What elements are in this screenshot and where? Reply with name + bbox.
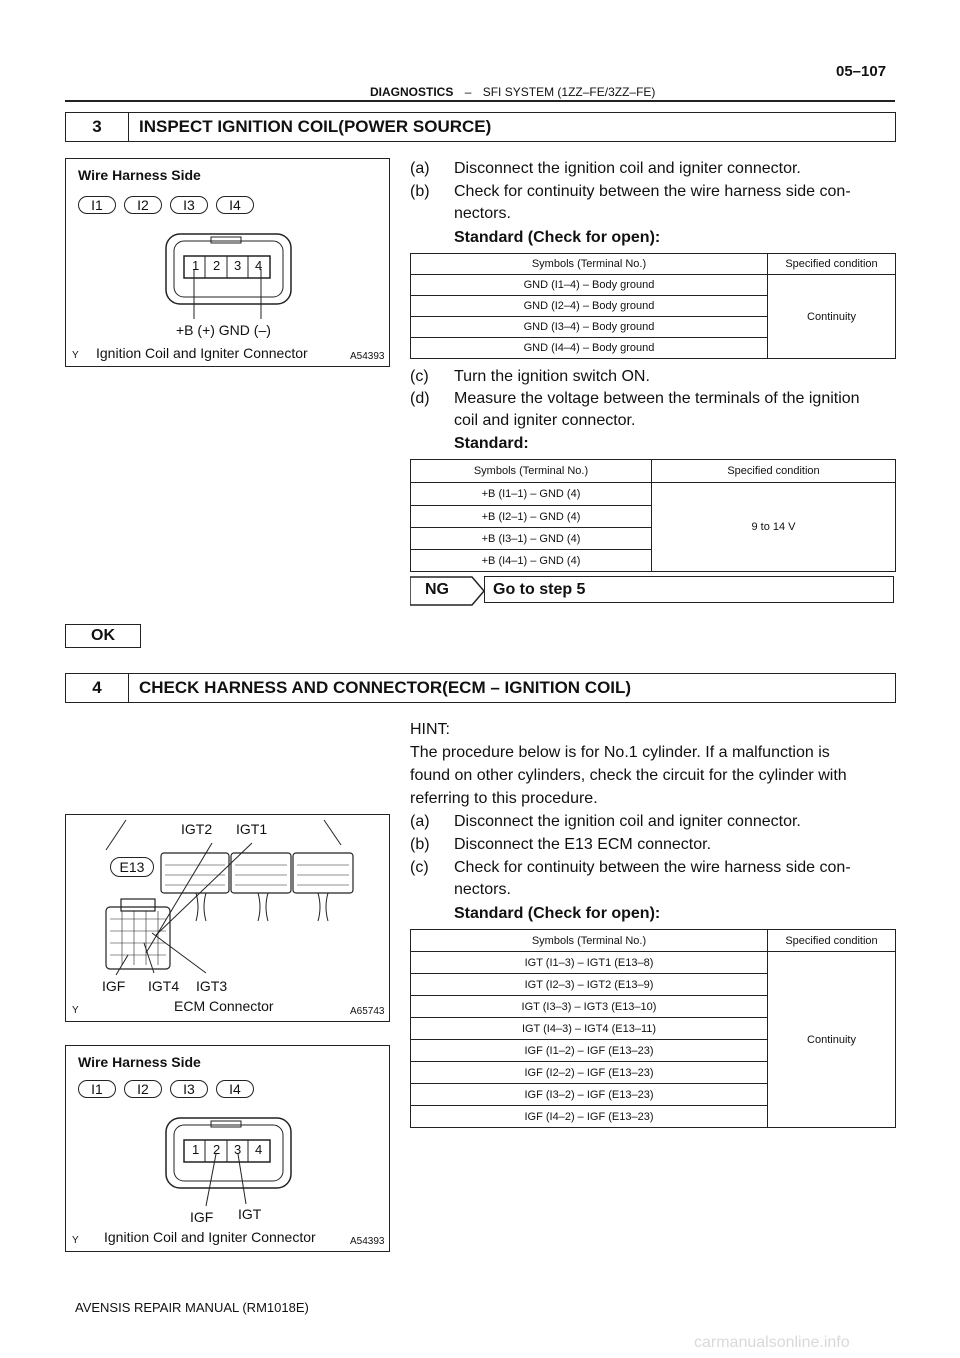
connector-tag-i1: I1 xyxy=(78,1080,116,1098)
table-3-header-symbols: Symbols (Terminal No.) xyxy=(411,930,768,952)
terminal-1: 1 xyxy=(192,258,200,273)
label-igt4: IGT4 xyxy=(148,978,180,994)
table-row: IGT (I3–3) – IGT3 (E13–10) xyxy=(411,996,768,1018)
table-2-header-condition: Specified condition xyxy=(652,460,896,483)
table-row: IGF (I1–2) – IGF (E13–23) xyxy=(411,1040,768,1062)
step-3-table-1 xyxy=(410,253,896,359)
table-row: IGF (I3–2) – IGF (E13–23) xyxy=(411,1084,768,1106)
hint-line-1: The procedure below is for No.1 cylinder. If a malfunction is xyxy=(410,744,830,761)
table-row: GND (I2–4) – Body ground xyxy=(411,296,768,317)
terminal-4: 4 xyxy=(255,258,263,273)
table-row: +B (I4–1) – GND (4) xyxy=(411,550,652,572)
pin-label-igt: IGT xyxy=(238,1206,262,1222)
table-row: +B (I1–1) – GND (4) xyxy=(411,483,652,506)
table-row: GND (I3–4) – Body ground xyxy=(411,317,768,338)
figure-2-code: A65743 xyxy=(350,1006,385,1017)
step-3-standard-1: Standard (Check for open): xyxy=(454,229,661,246)
table-row: IGT (I2–3) – IGT2 (E13–9) xyxy=(411,974,768,996)
hint-line-2: found on other cylinders, check the circuit for the cylinder with xyxy=(410,767,847,784)
header-section: DIAGNOSTICS xyxy=(370,85,454,99)
step-4-table xyxy=(410,929,896,1128)
figure-harness-power xyxy=(65,158,390,367)
connector-drawing-3 xyxy=(66,1046,389,1251)
table-row: GND (I1–4) – Body ground xyxy=(411,275,768,296)
header-rule xyxy=(65,100,895,102)
connector-tag-i3: I3 xyxy=(170,1080,208,1098)
step-3-standard-2: Standard: xyxy=(454,435,529,452)
ok-label: OK xyxy=(65,624,141,648)
connector-tag-i2: I2 xyxy=(124,196,162,214)
header-separator: – xyxy=(464,85,472,99)
hint-line-3: referring to this procedure. xyxy=(410,790,598,807)
label-igt2: IGT2 xyxy=(181,821,213,837)
figure-1-corner: Y xyxy=(72,350,79,361)
table-3-header-condition: Specified condition xyxy=(768,930,896,952)
step-4-standard: Standard (Check for open): xyxy=(454,905,661,922)
table-1-condition: Continuity xyxy=(768,275,896,359)
terminal-2: 2 xyxy=(213,258,221,273)
running-header xyxy=(370,85,655,99)
table-1-header-symbols: Symbols (Terminal No.) xyxy=(411,254,768,275)
hint-label: HINT: xyxy=(410,721,450,738)
table-row: GND (I4–4) – Body ground xyxy=(411,338,768,359)
connector-tag-i1: I1 xyxy=(78,196,116,214)
step-3-title: INSPECT IGNITION COIL(POWER SOURCE) xyxy=(139,117,492,136)
table-row: +B (I3–1) – GND (4) xyxy=(411,528,652,550)
table-row: +B (I2–1) – GND (4) xyxy=(411,506,652,528)
terminal-2: 2 xyxy=(213,1142,221,1157)
step-4-number: 4 xyxy=(66,674,129,702)
table-2-condition: 9 to 14 V xyxy=(652,483,896,572)
step-3-bar xyxy=(65,112,896,142)
figure-2-corner: Y xyxy=(72,1005,79,1016)
figure-ecm-connector xyxy=(65,814,390,1022)
connector-tag-i4: I4 xyxy=(216,196,254,214)
header-subsection: SFI SYSTEM (1ZZ–FE/3ZZ–FE) xyxy=(482,85,656,99)
terminal-3: 3 xyxy=(234,258,242,273)
table-2-header-symbols: Symbols (Terminal No.) xyxy=(411,460,652,483)
step-3-table-2 xyxy=(410,459,896,572)
table-row: IGT (I1–3) – IGT1 (E13–8) xyxy=(411,952,768,974)
label-igf: IGF xyxy=(102,978,126,994)
connector-tag-e13: E13 xyxy=(110,857,154,877)
table-1-header-condition: Specified condition xyxy=(768,254,896,275)
figure-3-corner: Y xyxy=(72,1235,79,1246)
connector-tag-i3: I3 xyxy=(170,196,208,214)
label-igt1: IGT1 xyxy=(236,821,268,837)
terminal-4: 4 xyxy=(255,1142,263,1157)
table-row: IGF (I4–2) – IGF (E13–23) xyxy=(411,1106,768,1128)
terminal-1: 1 xyxy=(192,1142,200,1157)
watermark: carmanualsonline.info xyxy=(694,1334,850,1351)
label-igt3: IGT3 xyxy=(196,978,228,994)
figure-3-heading: Wire Harness Side xyxy=(78,1054,201,1070)
figure-harness-signal xyxy=(65,1045,390,1252)
figure-1-caption: Ignition Coil and Igniter Connector xyxy=(96,345,308,361)
table-row: IGF (I2–2) – IGF (E13–23) xyxy=(411,1062,768,1084)
table-row: IGT (I4–3) – IGT4 (E13–11) xyxy=(411,1018,768,1040)
page-number: 05–107 xyxy=(836,63,887,80)
figure-1-code: A54393 xyxy=(350,351,385,362)
figure-1-heading: Wire Harness Side xyxy=(78,167,201,183)
step-4-item-c: (c) Check for continuity between the wire harness side con- nectors. xyxy=(410,859,851,898)
ng-label: NG xyxy=(425,581,449,598)
step-3-item-d: (d) Measure the voltage between the terminals of the ignition coil and igniter connector. xyxy=(410,390,860,429)
pin-label-igf: IGF xyxy=(190,1209,214,1225)
connector-tag-i4: I4 xyxy=(216,1080,254,1098)
connector-tag-i2: I2 xyxy=(124,1080,162,1098)
step-3-item-b: (b) Check for continuity between the wire harness side con- nectors. xyxy=(410,183,851,222)
figure-3-code: A54393 xyxy=(350,1236,385,1247)
step-3-number: 3 xyxy=(66,113,129,141)
figure-2-caption: ECM Connector xyxy=(174,998,274,1014)
step-4-bar xyxy=(65,673,896,703)
pin-labels: +B (+) GND (–) xyxy=(176,322,271,338)
ng-action: Go to step 5 xyxy=(484,576,894,603)
table-3-condition: Continuity xyxy=(768,952,896,1128)
step-4-title: CHECK HARNESS AND CONNECTOR(ECM – IGNITION COIL) xyxy=(139,678,632,697)
footer: AVENSIS REPAIR MANUAL (RM1018E) xyxy=(75,1300,309,1315)
figure-3-caption: Ignition Coil and Igniter Connector xyxy=(104,1229,316,1245)
terminal-3: 3 xyxy=(234,1142,242,1157)
